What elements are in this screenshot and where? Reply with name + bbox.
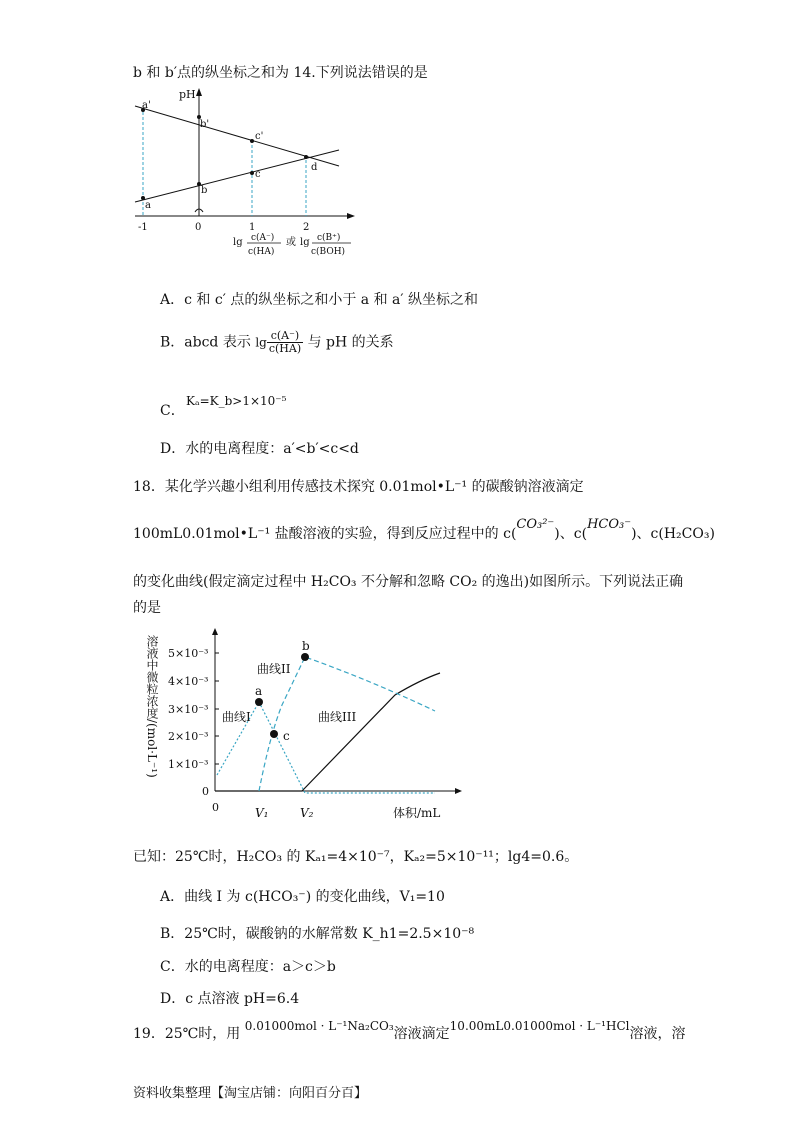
q18-y-tick: 0 (202, 785, 209, 798)
q18-option-b: B．25℃时，碳酸钠的水解常数 K_h1=2.5×10⁻⁸ (160, 926, 475, 942)
q18-curve2-label: 曲线II (257, 662, 291, 676)
q18-option-d: D．c 点溶液 pH=6.4 (160, 991, 300, 1007)
q19-formula1: 0.01000mol · L⁻¹Na₂CO₃ (244, 1019, 394, 1033)
q17-x-tick: 2 (303, 222, 310, 233)
q17-option-b-lg: lg (255, 335, 267, 350)
q17-xlabel-lg1: lg (233, 237, 243, 248)
q18-line2-mid1: )、c( (554, 526, 588, 542)
page-footer: 资料收集整理【淘宝店铺：向阳百分百】 (133, 1086, 368, 1101)
q19-pre: 19．25℃时，用 (133, 1026, 241, 1042)
q18-point-c: c (283, 729, 290, 743)
q19-post: 溶液，溶 (629, 1026, 686, 1042)
q17-point-a: a (145, 200, 151, 211)
q17-xlabel-den2: c(BOH) (311, 247, 346, 257)
q18-line2-pre: 100mL0.01mol•L⁻¹ 盐酸溶液的实验，得到反应过程中的 c( (133, 526, 517, 542)
q17-point-c: c (255, 169, 261, 180)
q18-y-tick: 2×10⁻³ (168, 730, 209, 743)
q17-option-b-fraction (267, 330, 303, 355)
q17-x-tick: -1 (138, 222, 148, 233)
q17-option-d: D．水的电离程度：a′<b′<c<d (160, 441, 359, 457)
q18-y-tick: 1×10⁻³ (168, 758, 209, 771)
q18-line3: 的变化曲线(假定滴定过程中 H₂CO₃ 不分解和忽略 CO₂ 的逸出)如图所示。下列说法正确 (133, 574, 684, 590)
q17-option-b (160, 330, 394, 355)
q17-option-b-den: c(HA) (268, 342, 302, 355)
q18-known: 已知：25℃时，H₂CO₃ 的 Kₐ₁=4×10⁻⁷，Kₐ₂=5×10⁻¹¹；lg4=0.6。 (133, 849, 579, 865)
q17-stem-tail: b 和 b′点的纵坐标之和为 14.下列说法错误的是 (133, 65, 428, 81)
q18-x-label: 体积/mL (393, 806, 441, 820)
q18-y-tick: 3×10⁻³ (168, 703, 209, 716)
q17-option-c-formula: Kₐ=K_b>1×10⁻⁵ (186, 394, 287, 408)
q17-ph-graph (125, 84, 360, 259)
q19-line (133, 1019, 686, 1043)
q17-option-c-label: C． (160, 403, 185, 419)
q18-point-b: b (302, 639, 310, 653)
q17-point-b-prime: b' (200, 119, 210, 130)
q17-xlabel-den1: c(HA) (248, 247, 275, 257)
q17-xlabel-num1: c(A⁻) (251, 233, 275, 243)
q18-curve1-label: 曲线I (222, 710, 251, 724)
q17-point-b: b (201, 185, 208, 196)
q17-xlabel-lg2: lg (300, 237, 310, 248)
q19-mid: 溶液滴定 (393, 1026, 450, 1042)
q17-point-a-prime: a' (142, 100, 151, 111)
q18-option-c: C．水的电离程度：a＞c＞b (160, 959, 336, 975)
q18-point-a: a (255, 684, 263, 698)
q18-y-tick: 4×10⁻³ (168, 675, 209, 688)
q17-xlabel-or: 或 (286, 237, 296, 248)
q17-option-b-post: 与 pH 的关系 (307, 334, 394, 351)
q18-line1: 18．某化学兴趣小组利用传感技术探究 0.01mol•L⁻¹ 的碳酸钠溶液滴定 (133, 479, 584, 495)
q18-curve3-label: 曲线III (318, 710, 357, 724)
q18-line2-co3: CO₃²⁻ (516, 517, 555, 532)
q17-y-axis-label: pH (179, 88, 196, 101)
q17-x-tick: 0 (195, 222, 202, 233)
q17-option-b-num: c(A⁻) (267, 330, 303, 343)
q17-x-tick: 1 (249, 222, 256, 233)
q18-y-label: 溶液中微粒浓度/(mol·L⁻¹) (145, 635, 159, 778)
q18-y-tick: 5×10⁻³ (168, 647, 209, 660)
q18-x-tick: 0 (212, 801, 219, 814)
q17-option-a: A．c 和 c′ 点的纵坐标之和小于 a 和 a′ 纵坐标之和 (160, 292, 478, 308)
q17-xlabel-num2: c(B⁺) (317, 233, 341, 243)
q18-line4: 的是 (133, 600, 161, 616)
q18-x-tick: V₁ (255, 806, 269, 820)
q17-point-c-prime: c' (255, 131, 264, 142)
q18-line2 (133, 517, 715, 544)
q17-option-b-pre: B．abcd 表示 (160, 334, 251, 351)
q18-line2-hco3: HCO₃⁻ (587, 517, 632, 532)
q18-line2-post: )、c(H₂CO₃) (631, 526, 715, 542)
q18-option-a: A．曲线 I 为 c(HCO₃⁻) 的变化曲线，V₁=10 (160, 889, 445, 905)
q18-x-tick: V₂ (300, 806, 314, 820)
q17-point-d: d (311, 162, 318, 173)
q19-formula2: 10.00mL0.01000mol · L⁻¹HCl (449, 1019, 630, 1033)
q18-concentration-graph (140, 625, 465, 835)
